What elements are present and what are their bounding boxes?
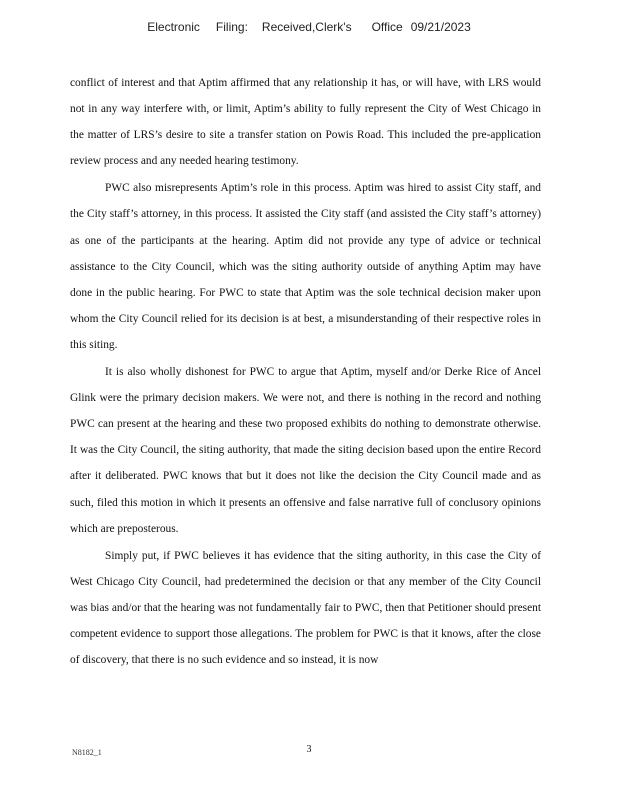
stamp-date: 09/21/2023: [410, 20, 471, 34]
page-number: 3: [306, 744, 312, 755]
paragraph-decision-makers: It is also wholly dishonest for PWC to argue that Aptim, myself and/or Derke Rice of Ancel Glink were the primary decision makers. We were not, and there is nothing in the record and nothing PWC can present at the hearing and these two proposed exhibits do nothing to demonstrate otherwise. It was the City Council, the siting authority, that made the siting decision based upon the entire Record after it deliberated. PWC knows that but it does not like the decision the City Council made and as such, filed this motion in which it presents an offensive and false narrative full of conclusory opinions which are preposterous.: [70, 366, 541, 535]
stamp-office: Office: [371, 20, 403, 34]
paragraph-evidence: Simply put, if PWC believes it has evidence that the siting authority, in this case the City of West Chicago City Council, had predetermined the decision or that any member of the City Council was bias and/or that the hearing was not fundamentally fair to PWC, then that Petitioner should present competent evidence to support those allegations. The problem for PWC is that it knows, after the close of discovery, that there is no such evidence and so instead, it is now: [70, 549, 541, 667]
electronic-filing-stamp: [0, 20, 618, 34]
stamp-received-clerks: Received,Clerk's: [261, 20, 352, 34]
stamp-electronic: Electronic: [147, 20, 200, 34]
document-id: N8182_1: [72, 748, 102, 757]
stamp-filing: Filing:: [215, 20, 248, 34]
paragraph-aptim-role: PWC also misrepresents Aptim’s role in this process. Aptim was hired to assist City staff, and the City staff’s attorney, in this process. It assisted the City staff (and assisted the City staff’s attorney) as one of the participants at the hearing. Aptim did not provide any type of advice or technical assistance to the City Council, which was the siting authority outside of anything Aptim may have done in the public hearing. For PWC to state that Aptim was the sole technical decision maker upon whom the City Council relied for its decision is at best, a misunderstanding of their respective roles in this siting.: [70, 182, 541, 351]
document-body: [70, 70, 541, 674]
paragraph-continuation: conflict of interest and that Aptim affirmed that any relationship it has, or will have, with LRS would not in any way interfere with, or limit, Aptim’s ability to fully represent the City of West Chicago in the matter of LRS’s desire to site a transfer station on Powis Road. This included the pre-application review process and any needed hearing testimony.: [70, 77, 541, 168]
